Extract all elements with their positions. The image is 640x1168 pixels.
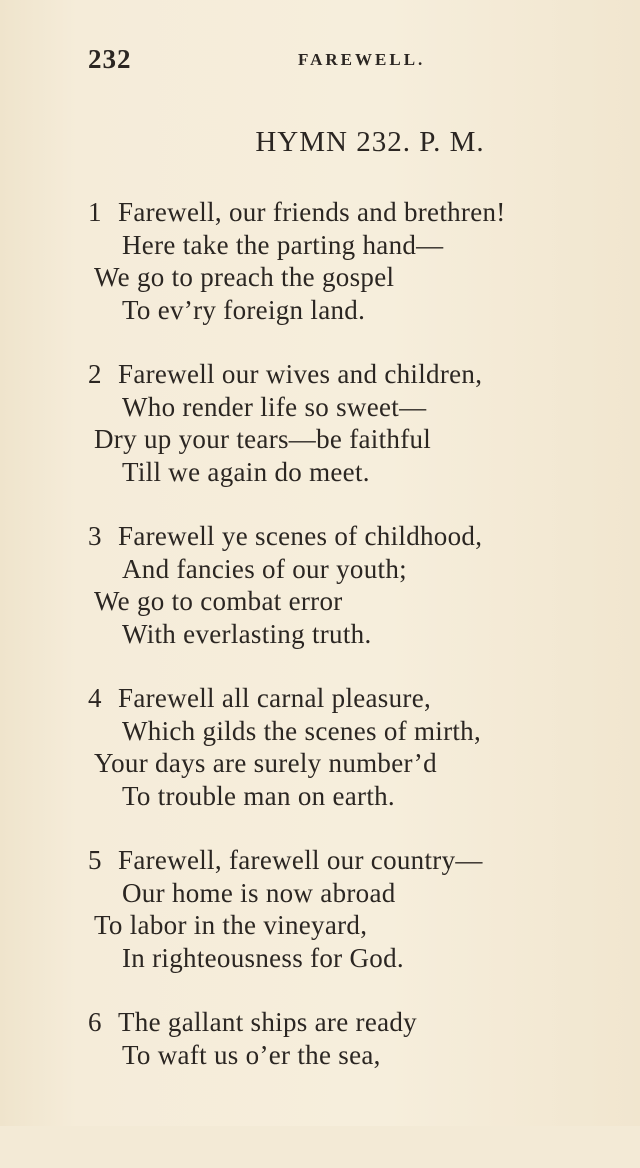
stanza-line [88, 520, 633, 553]
stanza-line: Which gilds the scenes of mirth, [122, 715, 482, 746]
stanza-line: Till we again do meet. [122, 456, 370, 487]
stanza-2 [88, 358, 633, 520]
stanza-line [88, 844, 633, 877]
stanza-6 [88, 1006, 633, 1168]
stanza-line: To trouble man on earth. [122, 780, 395, 811]
stanza-line [88, 682, 633, 715]
page-number: 232 [88, 44, 132, 74]
hymn-title: HYMN 232. P. M. [255, 126, 485, 158]
stanza-line-text: Farewell, farewell our country— [118, 845, 483, 875]
stanza-5 [88, 844, 633, 1006]
stanza-line-text: Farewell, our friends and brethren! [118, 197, 506, 227]
stanza-number: 5 [88, 845, 102, 875]
stanza-number: 6 [88, 1007, 102, 1037]
stanza-number: 4 [88, 683, 102, 713]
stanza-3 [88, 520, 633, 682]
stanza-line: Our home is now abroad [122, 877, 396, 908]
stanza-line: Dry up your tears—be faithful [94, 424, 432, 454]
stanza-number: 3 [88, 521, 102, 551]
stanza-line: Here take the parting hand— [122, 229, 444, 260]
stanza-number: 1 [88, 197, 102, 227]
stanza-line [88, 196, 633, 229]
stanza-4 [88, 682, 633, 844]
stanza-line: With everlasting truth. [122, 618, 372, 649]
section-title: FAREWELL. [298, 50, 426, 69]
running-head [88, 44, 448, 78]
stanza-line: And fancies of our youth; [122, 553, 407, 584]
stanza-line: Who render life so sweet— [122, 391, 427, 422]
stanza-line: In righteousness for God. [122, 942, 404, 973]
stanza-line: To labor in the vineyard, [94, 910, 368, 940]
stanza-line: Your days are surely number’d [94, 748, 437, 778]
stanza-line-text: Farewell all carnal pleasure, [118, 683, 432, 713]
stanza-line: To ev’ry foreign land. [122, 294, 366, 325]
stanza-line-text: Farewell ye scenes of childhood, [118, 521, 483, 551]
hymn-stanzas [88, 196, 633, 1168]
stanza-number: 2 [88, 359, 102, 389]
stanza-line-text: The gallant ships are ready [118, 1007, 417, 1037]
stanza-1 [88, 196, 633, 358]
stanza-line: To waft us o’er the sea, [122, 1039, 381, 1070]
stanza-line [88, 358, 633, 391]
stanza-line [88, 1006, 633, 1039]
stanza-line: We go to preach the gospel [94, 262, 395, 292]
stanza-line-text: Farewell our wives and children, [118, 359, 483, 389]
stanza-line: We go to combat error [94, 586, 343, 616]
